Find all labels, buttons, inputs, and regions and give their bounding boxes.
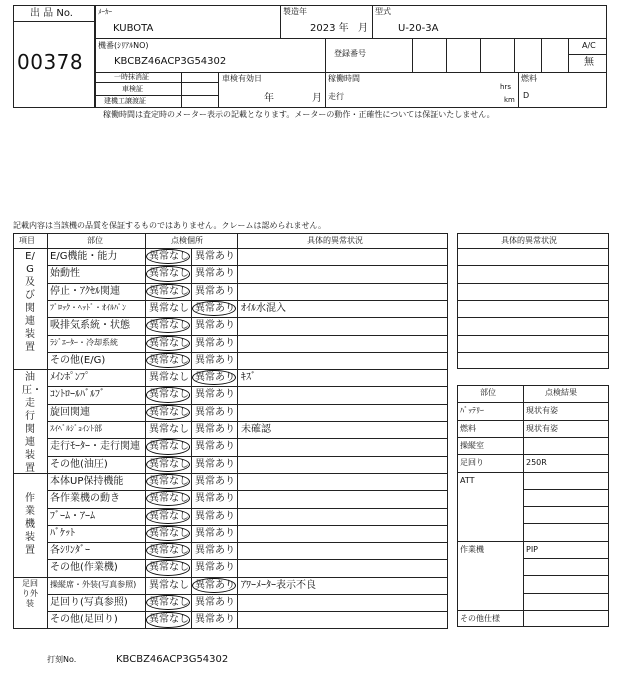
option-abnormal: 異常あり <box>195 354 235 366</box>
option-abnormal: 異常あり <box>195 372 235 384</box>
part-label: 各ｼﾘﾝﾀﾞｰ <box>50 545 90 557</box>
year-value: 2023 年 <box>310 23 349 34</box>
row-divider <box>47 525 448 526</box>
meter-notice: 稼働時間は査定時のメーター表示の記載となります。メーターの動作・正確性については保証いたしません。 <box>103 110 495 119</box>
results-header-result: 点検結果 <box>545 388 577 397</box>
row-divider <box>47 265 448 266</box>
detail-note: 未確認 <box>241 424 271 435</box>
option-normal: 異常なし <box>149 251 189 262</box>
group-label: 作業機装置 <box>25 493 35 557</box>
option-normal: 異常なし <box>149 493 189 505</box>
option-normal: 異常なし <box>149 337 189 349</box>
option-normal: 異常なし <box>149 268 189 280</box>
results-row-line <box>457 420 609 421</box>
results-row-line <box>523 575 609 576</box>
selected-circle <box>146 336 190 351</box>
results-row-line <box>523 506 609 507</box>
header-divider <box>13 248 448 249</box>
selected-circle <box>146 266 190 281</box>
option-abnormal: 異常あり <box>195 268 235 280</box>
option-normal: 異常なし <box>149 527 189 539</box>
results-row-line <box>457 472 609 473</box>
part-label: E/G機能・能力 <box>50 251 118 262</box>
results-row-line <box>523 523 609 524</box>
results-part: ATT <box>460 475 475 485</box>
header-part: 部位 <box>87 236 103 245</box>
option-abnormal: 異常あり <box>195 337 235 349</box>
fuel-value: D <box>523 91 530 100</box>
header-item: 項目 <box>19 236 35 245</box>
option-abnormal: 異常あり <box>195 458 235 470</box>
row-divider <box>47 456 448 457</box>
row-divider <box>47 283 448 284</box>
part-label: 足回り(写真参照) <box>50 597 128 608</box>
inspection-expiry-label: 車検有効日 <box>222 74 262 83</box>
header-check: 点検個所 <box>171 236 203 245</box>
option-abnormal: 異常あり <box>195 475 235 487</box>
lot-label: 出 品 No. <box>30 8 73 19</box>
temp-reg-label: 一時抹消証 <box>114 73 149 81</box>
ac-value: 無 <box>584 57 594 68</box>
option-normal: 異常なし <box>149 424 189 435</box>
maker-value: KUBOTA <box>113 23 154 34</box>
detail-note: ｷｽﾞ <box>241 372 256 384</box>
option-normal: 異常なし <box>149 354 189 366</box>
part-label: 操縦席・外装(写真参照) <box>50 579 137 589</box>
part-label: その他(油圧) <box>50 458 108 470</box>
license-label: 建機工譲渡証 <box>104 97 146 105</box>
part-label: 始動性 <box>50 268 80 280</box>
option-normal: 異常なし <box>149 614 189 626</box>
row-divider <box>47 317 448 318</box>
results-row-line <box>523 489 609 490</box>
group-label: 足回り外装 <box>22 578 38 608</box>
part-label: その他(作業機) <box>50 562 118 574</box>
option-normal: 異常なし <box>149 510 189 522</box>
results-row-line <box>457 454 609 455</box>
part-label: ﾒｲﾝﾎﾟﾝﾌﾟ <box>50 372 90 384</box>
option-abnormal: 異常あり <box>195 406 235 418</box>
lot-number: 00378 <box>17 50 84 74</box>
hrs-unit: hrs <box>500 83 511 91</box>
selected-circle <box>146 526 190 541</box>
selected-circle <box>146 284 190 299</box>
selected-circle <box>146 612 190 627</box>
row-divider <box>47 542 448 543</box>
header-detail: 具体的異常状況 <box>307 236 363 245</box>
right-row-line <box>457 248 609 249</box>
option-normal: 異常なし <box>149 320 189 332</box>
month-unit: 月 <box>358 23 368 34</box>
group-label: E/G及び関連装置 <box>25 251 35 354</box>
selected-circle <box>146 474 190 489</box>
option-abnormal: 異常あり <box>195 510 235 522</box>
right-header-detail: 具体的異常状況 <box>501 236 557 245</box>
option-abnormal: 異常あり <box>195 545 235 557</box>
part-label: ﾊﾞｹｯﾄ <box>50 527 75 539</box>
part-label: 停止・ｱｸｾﾙ関連 <box>50 285 120 297</box>
hours-label: 稼働時間 <box>328 74 360 83</box>
results-value: 現状有姿 <box>526 423 558 433</box>
results-part: 燃料 <box>460 423 476 433</box>
row-divider <box>47 386 448 387</box>
results-row-line <box>457 402 609 403</box>
inspection-cert-label: 車検証 <box>122 85 143 93</box>
detail-note: ｵｲﾙ水混入 <box>241 302 286 314</box>
selected-circle <box>192 578 236 593</box>
serial-value: KBCBZ46ACP3G54302 <box>114 56 227 67</box>
row-divider <box>47 438 448 439</box>
right-table-frame <box>457 233 609 369</box>
option-normal: 異常なし <box>149 406 189 418</box>
group-label: 油圧・走行関連装置 <box>22 372 42 475</box>
row-divider <box>47 611 448 612</box>
option-abnormal: 異常あり <box>195 527 235 539</box>
option-abnormal: 異常あり <box>195 424 235 435</box>
fuel-label: 燃料 <box>521 74 537 83</box>
expiry-month-unit: 月 <box>312 93 322 104</box>
group-divider <box>13 369 448 370</box>
model-label: 型式 <box>375 7 391 16</box>
right-row-line <box>457 317 609 318</box>
part-label: その他(E/G) <box>50 354 106 366</box>
part-label: ｽｲﾍﾞﾙｼﾞｮｲﾝﾄ部 <box>50 424 102 433</box>
results-part: 足回り <box>460 458 484 468</box>
serial-label: 機番(ｼﾘｱﾙNO) <box>98 41 149 50</box>
results-value: PIP <box>526 544 539 554</box>
group-divider <box>13 473 448 474</box>
disclaimer: 記載内容は当該機の品質を保証するものではありません。クレームは認められません。 <box>13 221 326 230</box>
option-normal: 異常なし <box>149 302 189 314</box>
stamp-label: 打刻No. <box>47 655 77 664</box>
model-value: U-20-3A <box>398 23 439 34</box>
selected-circle <box>146 560 190 575</box>
option-normal: 異常なし <box>149 562 189 574</box>
results-part: ﾊﾞｯﾃﾘｰ <box>460 406 484 416</box>
selected-circle <box>146 405 190 420</box>
right-row-line <box>457 300 609 301</box>
selected-circle <box>146 457 190 472</box>
row-divider <box>47 404 448 405</box>
results-part: その他仕様 <box>460 613 500 623</box>
right-row-line <box>457 283 609 284</box>
option-normal: 異常なし <box>149 285 189 297</box>
option-normal: 異常なし <box>149 545 189 557</box>
maker-label: ﾒｰｶｰ <box>98 8 112 16</box>
part-label: 各作業機の動き <box>50 493 120 505</box>
option-abnormal: 異常あり <box>195 579 235 591</box>
ac-label: A/C <box>582 41 596 50</box>
option-normal: 異常なし <box>149 372 189 384</box>
results-row-line <box>457 610 609 611</box>
km-unit: km <box>504 96 515 104</box>
results-part: 作業機 <box>460 544 484 554</box>
expiry-year-unit: 年 <box>264 93 274 104</box>
row-divider <box>47 300 448 301</box>
row-divider <box>47 335 448 336</box>
col-line-check <box>237 233 238 629</box>
right-row-line <box>457 335 609 336</box>
option-abnormal: 異常あり <box>195 285 235 297</box>
right-row-line <box>457 352 609 353</box>
selected-circle <box>146 509 190 524</box>
option-normal: 異常なし <box>149 389 189 401</box>
part-label: 本体UP保持機能 <box>50 475 124 487</box>
part-label: その他(足回り) <box>50 614 118 626</box>
row-divider <box>47 490 448 491</box>
option-abnormal: 異常あり <box>195 597 235 608</box>
reg-label: 登録番号 <box>334 49 366 58</box>
results-row-line <box>457 541 609 542</box>
results-header-part: 部位 <box>480 388 496 397</box>
results-row-line <box>457 437 609 438</box>
part-label: ﾌﾞｰﾑ・ｱｰﾑ <box>50 510 95 522</box>
results-part: 操縦室 <box>460 440 484 450</box>
col-line-item <box>47 233 48 629</box>
option-normal: 異常なし <box>149 579 189 591</box>
mileage-label: 走行 <box>328 92 344 101</box>
part-label: ﾗｼﾞｴｰﾀｰ・冷却系統 <box>50 337 118 347</box>
part-label: ｺﾝﾄﾛｰﾙﾊﾞﾙﾌﾞ <box>50 389 105 401</box>
part-label: ﾌﾞﾛｯｸ・ﾍｯﾄﾞ・ｵｲﾙﾊﾟﾝ <box>50 302 126 312</box>
stamp-value: KBCBZ46ACP3G54302 <box>116 654 229 665</box>
option-normal: 異常なし <box>149 458 189 470</box>
part-label: 旋回関連 <box>50 406 90 418</box>
row-divider <box>47 508 448 509</box>
option-abnormal: 異常あり <box>195 320 235 332</box>
detail-note: ｱﾜｰﾒｰﾀｰ表示不良 <box>241 579 316 591</box>
option-abnormal: 異常あり <box>195 302 235 314</box>
row-divider <box>47 559 448 560</box>
part-label: 走行ﾓｰﾀｰ・走行関連 <box>50 441 140 453</box>
results-value: 現状有姿 <box>526 406 558 416</box>
option-abnormal: 異常あり <box>195 493 235 505</box>
option-normal: 異常なし <box>149 441 189 453</box>
option-abnormal: 異常あり <box>195 441 235 453</box>
results-row-line <box>523 593 609 594</box>
results-value: 250R <box>526 458 547 468</box>
part-label: 吸排気系統・状態 <box>50 320 130 332</box>
row-divider <box>47 594 448 595</box>
selected-circle <box>146 387 190 402</box>
row-divider <box>47 421 448 422</box>
option-abnormal: 異常あり <box>195 251 235 262</box>
group-divider <box>13 577 448 578</box>
results-row-line <box>523 558 609 559</box>
selected-circle <box>146 353 190 368</box>
option-normal: 異常なし <box>149 597 189 608</box>
option-normal: 異常なし <box>149 475 189 487</box>
year-label: 製造年 <box>283 7 307 16</box>
right-row-line <box>457 265 609 266</box>
option-abnormal: 異常あり <box>195 562 235 574</box>
selected-circle <box>146 439 190 454</box>
option-abnormal: 異常あり <box>195 614 235 626</box>
selected-circle <box>192 301 236 316</box>
option-abnormal: 異常あり <box>195 389 235 401</box>
row-divider <box>47 352 448 353</box>
